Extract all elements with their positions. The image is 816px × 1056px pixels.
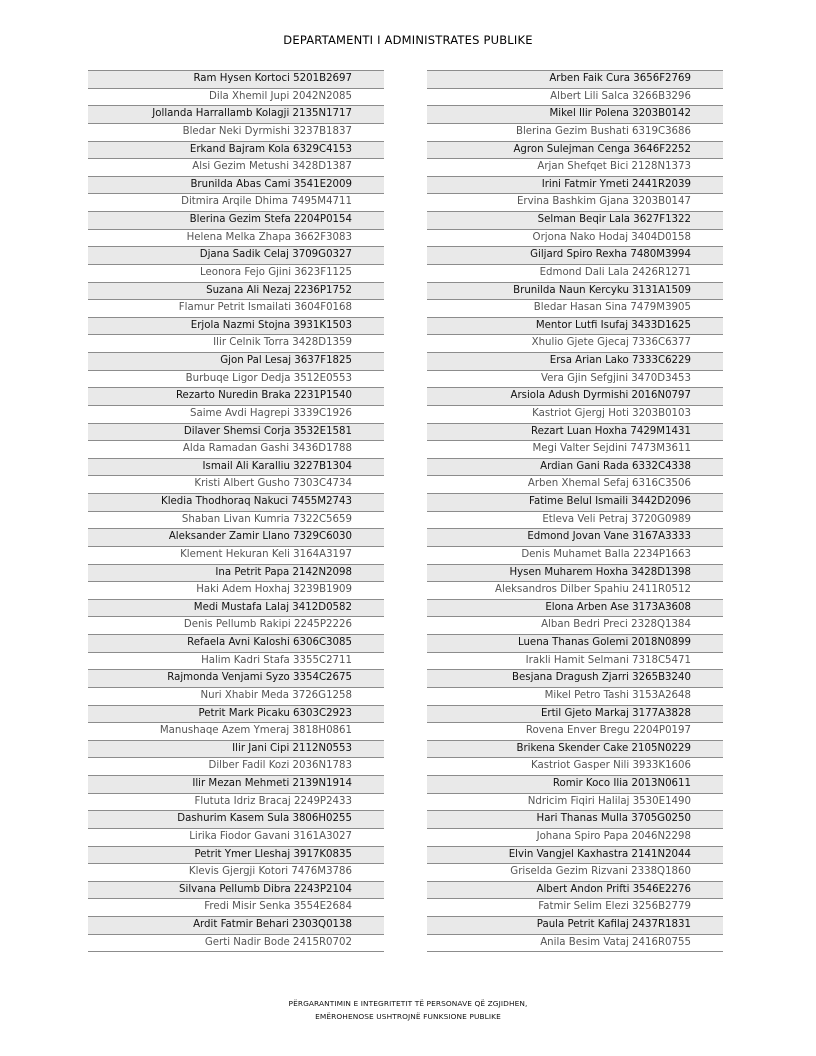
- right-list-row: Fatmir Selim Elezi 3256B2779: [427, 898, 723, 916]
- right-list-row: Arsiola Adush Dyrmishi 2016N0797: [427, 387, 723, 405]
- left-list-row: Lirika Fiodor Gavani 3161A3027: [88, 828, 384, 846]
- left-list-row: Nuri Xhabir Meda 3726G1258: [88, 687, 384, 705]
- left-list-row: Burbuqe Ligor Dedja 3512E0553: [88, 370, 384, 388]
- right-list-row: Ertil Gjeto Markaj 3177A3828: [427, 705, 723, 723]
- left-list-row: Jollanda Harrallamb Kolagji 2135N1717: [88, 105, 384, 123]
- left-list-row: Alda Ramadan Gashi 3436D1788: [88, 440, 384, 458]
- right-list-row: Edmond Jovan Vane 3167A3333: [427, 528, 723, 546]
- right-list-row: Mikel Ilir Polena 3203B0142: [427, 105, 723, 123]
- left-list-row: Kristi Albert Gusho 7303C4734: [88, 475, 384, 493]
- right-list-row: Selman Beqir Lala 3627F1322: [427, 211, 723, 229]
- left-list-row: Aleksander Zamir Llano 7329C6030: [88, 528, 384, 546]
- right-list-row: Paula Petrit Kafilaj 2437R1831: [427, 916, 723, 934]
- right-list-row: Romir Koco Ilia 2013N0611: [427, 775, 723, 793]
- left-list-row: Blerina Gezim Stefa 2204P0154: [88, 211, 384, 229]
- left-list-row: Bledar Neki Dyrmishi 3237B1837: [88, 123, 384, 141]
- left-list-bottom-rule: [88, 951, 384, 952]
- left-list-row: Erkand Bajram Kola 6329C4153: [88, 141, 384, 159]
- left-list-row: Dilaver Shemsi Corja 3532E1581: [88, 423, 384, 441]
- right-list-row: Anila Besim Vataj 2416R0755: [427, 934, 723, 952]
- footer-line-2: EMËROHENOSE USHTROJNË FUNKSIONE PUBLIKE: [315, 1011, 501, 1021]
- left-list-row: Gjon Pal Lesaj 3637F1825: [88, 352, 384, 370]
- left-list-row: Fredi Misir Senka 3554E2684: [88, 898, 384, 916]
- left-list-row: Flamur Petrit Ismailati 3604F0168: [88, 299, 384, 317]
- right-list-row: Ardian Gani Rada 6332C4338: [427, 458, 723, 476]
- right-list-row: Albert Lili Salca 3266B3296: [427, 88, 723, 106]
- right-list-row: Edmond Dali Lala 2426R1271: [427, 264, 723, 282]
- right-list-row: Alban Bedri Preci 2328Q1384: [427, 616, 723, 634]
- right-list-row: Fatime Belul Ismaili 3442D2096: [427, 493, 723, 511]
- left-list-row: Helena Melka Zhapa 3662F3083: [88, 229, 384, 247]
- right-list-row: Irini Fatmir Ymeti 2441R2039: [427, 176, 723, 194]
- right-list-row: Besjana Dragush Zjarri 3265B3240: [427, 669, 723, 687]
- left-list-row: Alsi Gezim Metushi 3428D1387: [88, 158, 384, 176]
- left-list-row: Leonora Fejo Gjini 3623F1125: [88, 264, 384, 282]
- left-list-row: Ilir Mezan Mehmeti 2139N1914: [88, 775, 384, 793]
- left-list-row: Klement Hekuran Keli 3164A3197: [88, 546, 384, 564]
- left-list-row: Brunilda Abas Cami 3541E2009: [88, 176, 384, 194]
- right-list-row: Xhulio Gjete Gjecaj 7336C6377: [427, 334, 723, 352]
- right-list-row: Arben Xhemal Sefaj 6316C3506: [427, 475, 723, 493]
- footer-line-1: PËRGARANTIMIN E INTEGRITETIT TË PERSONAVE QË ZGJIDHEN,: [288, 999, 528, 1008]
- right-list-row: Luena Thanas Golemi 2018N0899: [427, 634, 723, 652]
- left-list-row: Ilir Celnik Torra 3428D1359: [88, 334, 384, 352]
- right-list-row: Rezart Luan Hoxha 7429M1431: [427, 423, 723, 441]
- left-list-row: Erjola Nazmi Stojna 3931K1503: [88, 317, 384, 335]
- right-list-row: Ndricim Fiqiri Halilaj 3530E1490: [427, 793, 723, 811]
- left-list-row: Halim Kadri Stafa 3355C2711: [88, 652, 384, 670]
- left-list-row: Kledia Thodhoraq Nakuci 7455M2743: [88, 493, 384, 511]
- right-list-row: Kastriot Gjergj Hoti 3203B0103: [427, 405, 723, 423]
- right-list-row: Giljard Spiro Rexha 7480M3994: [427, 246, 723, 264]
- left-list-row: Gerti Nadir Bode 2415R0702: [88, 934, 384, 952]
- right-list-row: Ervina Bashkim Gjana 3203B0147: [427, 193, 723, 211]
- right-list-row: Elvin Vangjel Kaxhastra 2141N2044: [427, 846, 723, 864]
- right-list-row: Orjona Nako Hodaj 3404D0158: [427, 229, 723, 247]
- left-list-row: Ismail Ali Karalliu 3227B1304: [88, 458, 384, 476]
- left-list-row: Shaban Livan Kumria 7322C5659: [88, 511, 384, 529]
- right-list-row: Agron Sulejman Cenga 3646F2252: [427, 141, 723, 159]
- page-footer: [0, 998, 816, 1023]
- right-list-row: Ersa Arian Lako 7333C6229: [427, 352, 723, 370]
- right-list-row: Hysen Muharem Hoxha 3428D1398: [427, 564, 723, 582]
- right-list-row: Mentor Lutfi Isufaj 3433D1625: [427, 317, 723, 335]
- right-list-row: Hari Thanas Mulla 3705G0250: [427, 810, 723, 828]
- left-list-row: Petrit Ymer Lleshaj 3917K0835: [88, 846, 384, 864]
- left-list-row: Ditmira Arqile Dhima 7495M4711: [88, 193, 384, 211]
- right-list-row: Etleva Veli Petraj 3720G0989: [427, 511, 723, 529]
- right-list-row: Albert Andon Prifti 3546E2276: [427, 881, 723, 899]
- right-name-list: [427, 70, 723, 952]
- right-list-row: Denis Muhamet Balla 2234P1663: [427, 546, 723, 564]
- left-list-row: Medi Mustafa Lalaj 3412D0582: [88, 599, 384, 617]
- right-list-row: Vera Gjin Sefgjini 3470D3453: [427, 370, 723, 388]
- right-list-row: Elona Arben Ase 3173A3608: [427, 599, 723, 617]
- right-list-row: Aleksandros Dilber Spahiu 2411R0512: [427, 581, 723, 599]
- left-list-row: Denis Pellumb Rakipi 2245P2226: [88, 616, 384, 634]
- left-list-row: Suzana Ali Nezaj 2236P1752: [88, 282, 384, 300]
- left-name-list: [88, 70, 384, 952]
- right-list-row: Rovena Enver Bregu 2204P0197: [427, 722, 723, 740]
- right-list-row: Mikel Petro Tashi 3153A2648: [427, 687, 723, 705]
- left-list-row: Ilir Jani Cipi 2112N0553: [88, 740, 384, 758]
- right-list-row: Brikena Skender Cake 2105N0229: [427, 740, 723, 758]
- right-list-row: Blerina Gezim Bushati 6319C3686: [427, 123, 723, 141]
- left-list-row: Refaela Avni Kaloshi 6306C3085: [88, 634, 384, 652]
- page-title: DEPARTAMENTI I ADMINISTRATES PUBLIKE: [283, 33, 533, 47]
- left-list-row: Ina Petrit Papa 2142N2098: [88, 564, 384, 582]
- left-list-row: Flututa Idriz Bracaj 2249P2433: [88, 793, 384, 811]
- left-list-row: Ram Hysen Kortoci 5201B2697: [88, 70, 384, 88]
- right-list-row: Megi Valter Sejdini 7473M3611: [427, 440, 723, 458]
- left-list-row: Dilber Fadil Kozi 2036N1783: [88, 757, 384, 775]
- left-list-row: Djana Sadik Celaj 3709G0327: [88, 246, 384, 264]
- right-list-row: Johana Spiro Papa 2046N2298: [427, 828, 723, 846]
- left-list-row: Klevis Gjergji Kotori 7476M3786: [88, 863, 384, 881]
- right-list-row: Kastriot Gasper Nili 3933K1606: [427, 757, 723, 775]
- left-list-row: Ardit Fatmir Behari 2303Q0138: [88, 916, 384, 934]
- left-list-row: Saime Avdi Hagrepi 3339C1926: [88, 405, 384, 423]
- left-list-row: Silvana Pellumb Dibra 2243P2104: [88, 881, 384, 899]
- left-list-row: Petrit Mark Picaku 6303C2923: [88, 705, 384, 723]
- left-list-row: Manushaqe Azem Ymeraj 3818H0861: [88, 722, 384, 740]
- right-list-row: Griselda Gezim Rizvani 2338Q1860: [427, 863, 723, 881]
- left-list-row: Dila Xhemil Jupi 2042N2085: [88, 88, 384, 106]
- left-list-row: Rajmonda Venjami Syzo 3354C2675: [88, 669, 384, 687]
- left-list-row: Rezarto Nuredin Braka 2231P1540: [88, 387, 384, 405]
- right-list-row: Arben Faik Cura 3656F2769: [427, 70, 723, 88]
- right-list-row: Bledar Hasan Sina 7479M3905: [427, 299, 723, 317]
- right-list-row: Irakli Hamit Selmani 7318C5471: [427, 652, 723, 670]
- left-list-row: Haki Adem Hoxhaj 3239B1909: [88, 581, 384, 599]
- right-list-row: Brunilda Naun Kercyku 3131A1509: [427, 282, 723, 300]
- right-list-row: Arjan Shefqet Bici 2128N1373: [427, 158, 723, 176]
- right-list-bottom-rule: [427, 951, 723, 952]
- left-list-row: Dashurim Kasem Sula 3806H0255: [88, 810, 384, 828]
